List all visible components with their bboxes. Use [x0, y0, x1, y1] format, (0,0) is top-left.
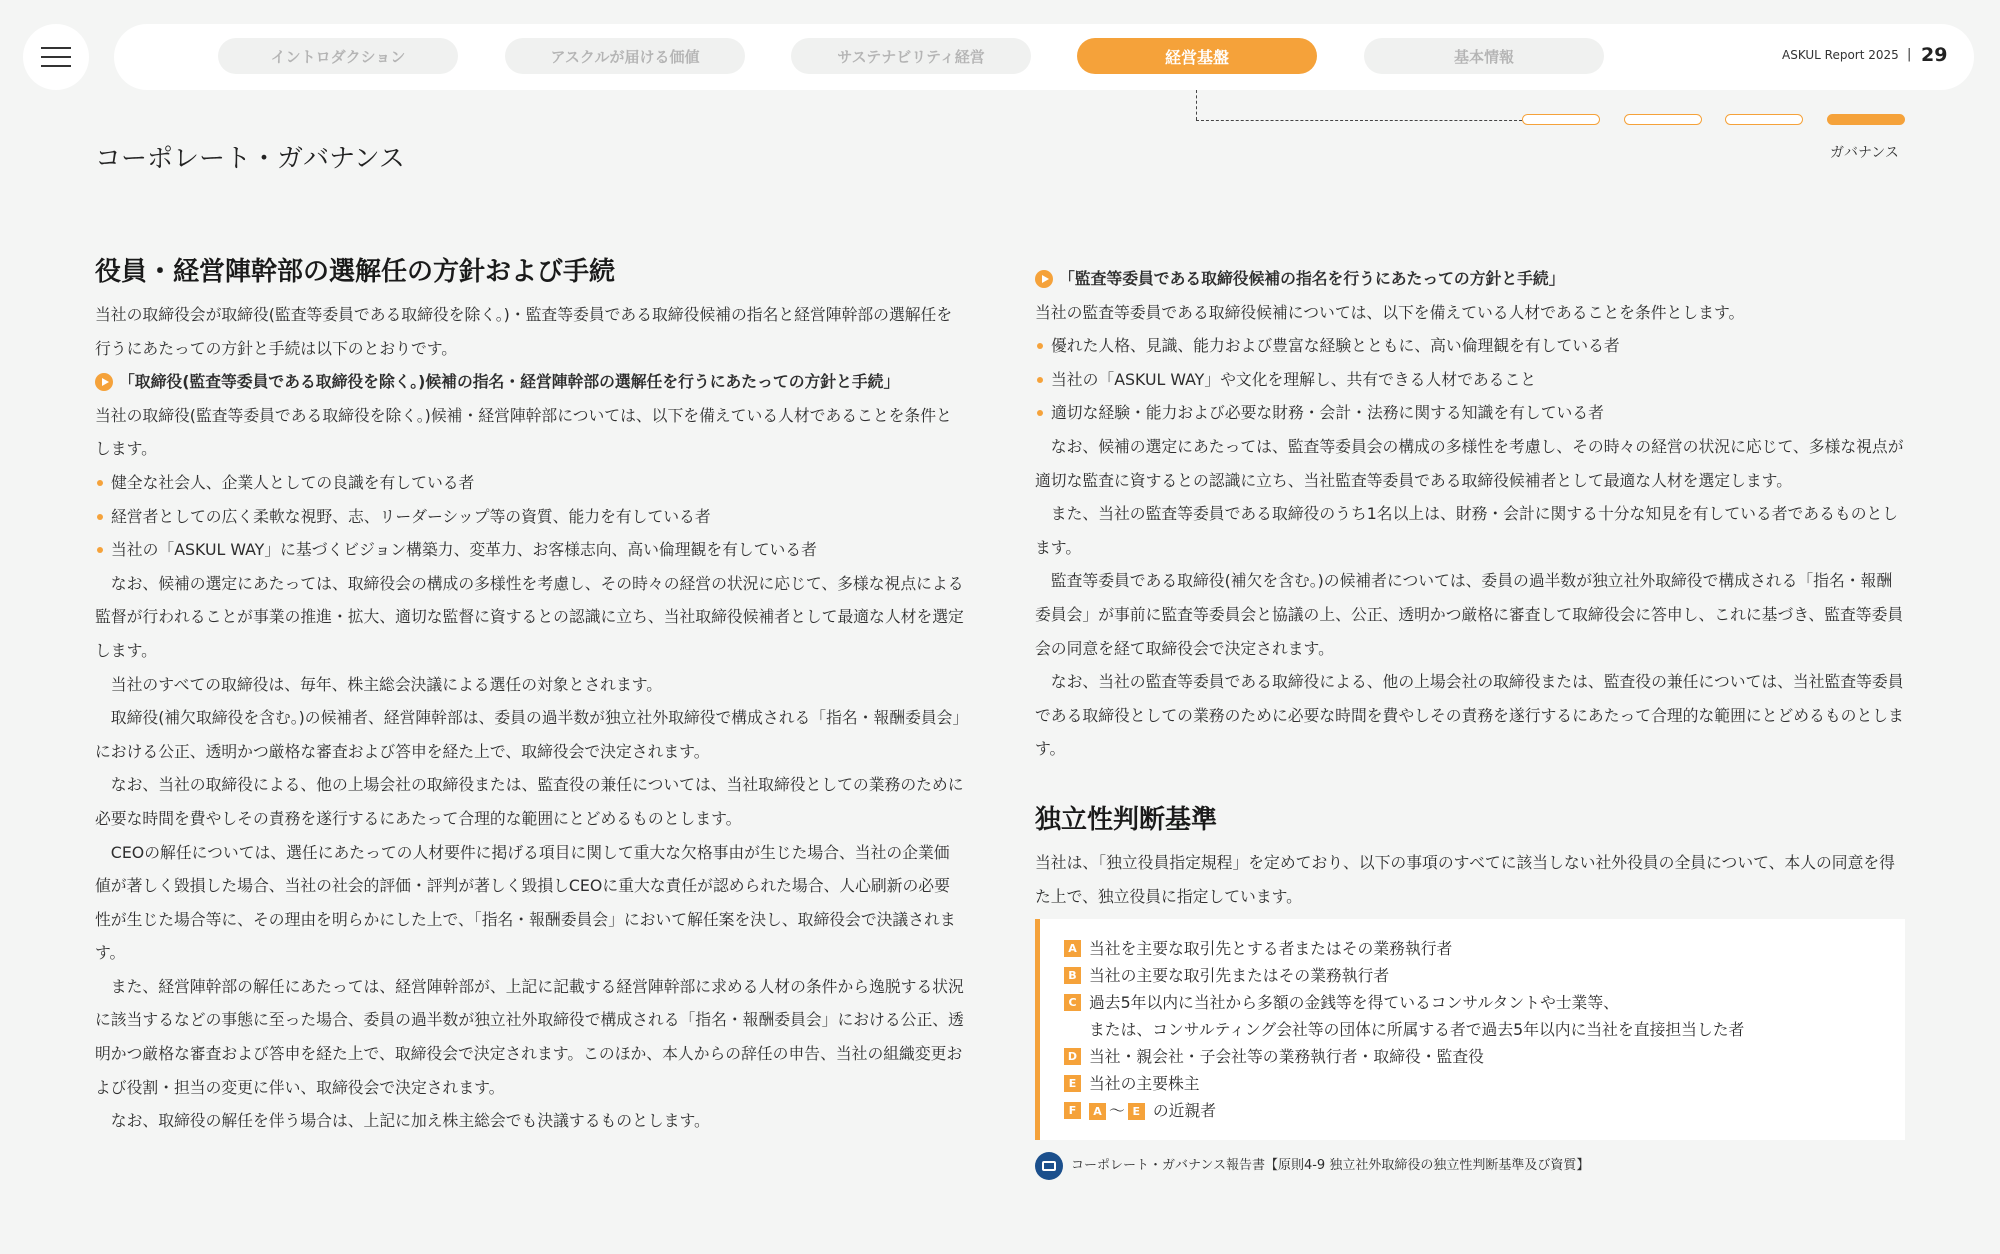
subheading-text: 「監査等委員である取締役候補の指名を行うにあたっての方針と手続」 [1059, 269, 1565, 288]
range-separator: 〜 [1109, 1101, 1125, 1121]
page-title: コーポレート・ガバナンス [95, 144, 405, 174]
tab-value[interactable]: アスクルが届ける価値 [505, 38, 745, 74]
criteria-badge: E [1128, 1103, 1145, 1120]
paragraph: なお、当社の監査等委員である取締役による、他の上場会社の取締役または、監査役の兼任については、当社監査等委員である取締役としての業務のために必要な時間を費やしその責務を遂行するにあたって合理的な範囲にとどめるものとします。 [1035, 672, 1904, 759]
left-column [95, 252, 965, 1138]
criteria-badge: A [1089, 1103, 1106, 1120]
criteria-badge: C [1064, 994, 1081, 1011]
criteria-badge: F [1064, 1102, 1081, 1119]
criteria-box [1035, 919, 1905, 1140]
criteria-item [1064, 1097, 1881, 1124]
paragraph: また、当社の監査等委員である取締役のうち1名以上は、財務・会計に関する十分な知見を有している者であるものとします。 [1035, 504, 1899, 557]
criteria-text: 当社の主要な取引先またはその業務執行者 [1089, 966, 1390, 986]
reference-text: コーポレート・ガバナンス報告書【原則4-9 独立社外取締役の独立性判断基準及び資質】 [1071, 1158, 1590, 1174]
paragraph: なお、候補の選定にあたっては、取締役会の構成の多様性を考慮し、その時々の経営の状況に応じて、多様な視点による監督が行われることが事業の推進・拡大、適切な監督に資するとの認識に立ち、当社取締役候補者として最適な人材を選定します。 [95, 573, 964, 660]
criteria-text: 当社を主要な取引先とする者またはその業務執行者 [1089, 939, 1453, 959]
top-navigation [114, 24, 1974, 90]
criteria-text: 過去5年以内に当社から多額の金銭等を得ているコンサルタントや士業等、 [1089, 993, 1619, 1013]
tab-sustainability[interactable]: サステナビリティ経営 [791, 38, 1031, 74]
monitor-icon [1035, 1152, 1063, 1180]
paragraph: 取締役(補欠取締役を含む。)の候補者、経営陣幹部は、委員の過半数が独立社外取締役で構成される「指名・報酬委員会」における公正、透明かつ厳格な審査および答申を経た上で、取締役会で決定されます。 [95, 708, 961, 761]
section-connector-horizontal [1196, 120, 1522, 121]
criteria-text: 当社の主要株主 [1089, 1074, 1200, 1094]
paragraph: また、経営陣幹部の解任にあたっては、経営陣幹部が、上記に記載する経営陣幹部に求める人材の条件から逸脱する状況に該当するなどの事態に至った場合、委員の過半数が独立社外取締役で構成される「指名・報酬委員会」における公正、透明かつ厳格な審査および答申を経た上で、取締役会で決定されます。このほか、本人からの辞任の申告、当社の組織変更および役割・担当の変更に伴い、取締役会で決定されます。 [95, 976, 964, 1097]
section-connector-vertical [1196, 90, 1197, 120]
section-pill-governance[interactable] [1827, 114, 1905, 125]
paragraph: 当社の取締役(監査等委員である取締役を除く。)候補・経営陣幹部については、以下を備えている人材であることを条件とします。 [95, 405, 952, 459]
criteria-badge: E [1064, 1075, 1081, 1092]
menu-icon-line [41, 56, 71, 58]
section-pill-2[interactable] [1624, 114, 1702, 125]
bullet-item: 経営者としての広く柔軟な視野、志、リーダーシップ等の資質、能力を有している者 [95, 500, 965, 534]
criteria-item [1064, 1043, 1881, 1070]
section-pill-1[interactable] [1522, 114, 1600, 125]
criteria-item [1064, 935, 1881, 962]
bullet-item: 当社の「ASKUL WAY」に基づくビジョン構築力、変革力、お客様志向、高い倫理観を有している者 [95, 533, 965, 567]
intro-paragraph: 当社の取締役会が取締役(監査等委員である取締役を除く。)・監査等委員である取締役候補の指名と経営陣幹部の選解任を行うにあたっての方針と手続は以下のとおりです。 [95, 305, 953, 358]
subheading [95, 365, 965, 399]
bullet-item: 健全な社会人、企業人としての良識を有している者 [95, 466, 965, 500]
bullet-item: 適切な経験・能力および必要な財務・会計・法務に関する知識を有している者 [1035, 396, 1905, 430]
bullet-item: 優れた人格、見識、能力および豊富な経験とともに、高い倫理観を有している者 [1035, 329, 1905, 363]
criteria-badge: A [1064, 940, 1081, 957]
criteria-text: の近親者 [1152, 1101, 1217, 1121]
governance-report-link[interactable] [1035, 1152, 1905, 1180]
menu-icon-line [41, 65, 71, 67]
menu-icon-line [41, 47, 71, 49]
tab-basic-info[interactable]: 基本情報 [1364, 38, 1604, 74]
criteria-badge: B [1064, 967, 1081, 984]
criteria-item [1064, 1070, 1881, 1097]
bullet-item: 当社の「ASKUL WAY」や文化を理解し、共有できる人材であること [1035, 363, 1905, 397]
play-icon [95, 373, 113, 391]
hamburger-menu-button[interactable] [23, 24, 89, 90]
criteria-badge: D [1064, 1048, 1081, 1065]
play-icon [1035, 270, 1053, 288]
tab-introduction[interactable]: イントロダクション [218, 38, 458, 74]
criteria-text [1089, 1097, 1216, 1124]
criteria-item [1064, 989, 1881, 1016]
paragraph: CEOの解任については、選任にあたっての人材要件に掲げる項目に関して重大な欠格事由が生じた場合、当社の企業価値が著しく毀損した場合、当社の社会的評価・評判が著しく毀損しCEOに重大な責任が認められた場合、人心刷新の必要性が生じた場合等に、その理由を明らかにした上で、「指名・報酬委員会」において解任案を決し、取締役会で決議されます。 [95, 842, 956, 963]
tab-management-base[interactable]: 経営基盤 [1077, 38, 1317, 74]
section-heading: 役員・経営陣幹部の選解任の方針および手続 [95, 257, 616, 287]
report-label: ASKUL Report 2025 [1782, 48, 1899, 62]
subheading [1035, 262, 1905, 296]
section-indicator-label: ガバナンス [1830, 145, 1899, 161]
subheading-text: 「取締役(監査等委員である取締役を除く。)候補の指名・経営陣幹部の選解任を行うにあたっての方針と手続」 [119, 372, 900, 392]
section-pill-3[interactable] [1725, 114, 1803, 125]
paragraph: 当社の監査等委員である取締役候補については、以下を備えている人材であることを条件とします。 [1035, 302, 1745, 322]
paragraph: 当社のすべての取締役は、毎年、株主総会決議による選任の対象とされます。 [110, 674, 663, 694]
intro-paragraph: 当社は、「独立役員指定規程」を定めており、以下の事項のすべてに該当しない社外役員の全員について、本人の同意を得た上で、独立役員に指定しています。 [1035, 852, 1895, 906]
paragraph: なお、取締役の解任を伴う場合は、上記に加え株主総会でも決議するものとします。 [110, 1111, 710, 1131]
criteria-text-continued: または、コンサルティング会社等の団体に所属する者で過去5年以内に当社を直接担当した者 [1089, 1020, 1745, 1040]
paragraph: なお、当社の取締役による、他の上場会社の取締役または、監査役の兼任については、当社取締役としての業務のために必要な時間を費やしその責務を遂行するにあたって合理的な範囲にとどめるものとします。 [95, 775, 964, 828]
section-heading: 独立性判断基準 [1035, 804, 1218, 835]
paragraph: 監査等委員である取締役(補欠を含む。)の候補者については、委員の過半数が独立社外取締役で構成される「指名・報酬委員会」が事前に監査等委員会と協議の上、公正、透明かつ厳格に審査して取締役会に答申し、これに基づき、監査等委員会の同意を経て取締役会で決定されます。 [1035, 571, 1904, 658]
right-column [1035, 262, 1905, 1180]
paragraph: なお、候補の選定にあたっては、監査等委員会の構成の多様性を考慮し、その時々の経営の状況に応じて、多様な視点が適切な監査に資するとの認識に立ち、当社監査等委員である取締役候補者として最適な人材を選定します。 [1035, 436, 1904, 490]
criteria-text: 当社・親会社・子会社等の業務執行者・取締役・監査役 [1089, 1047, 1484, 1067]
page-number: 29 [1921, 44, 1948, 66]
criteria-item [1064, 962, 1881, 989]
header-separator: | [1907, 47, 1912, 62]
